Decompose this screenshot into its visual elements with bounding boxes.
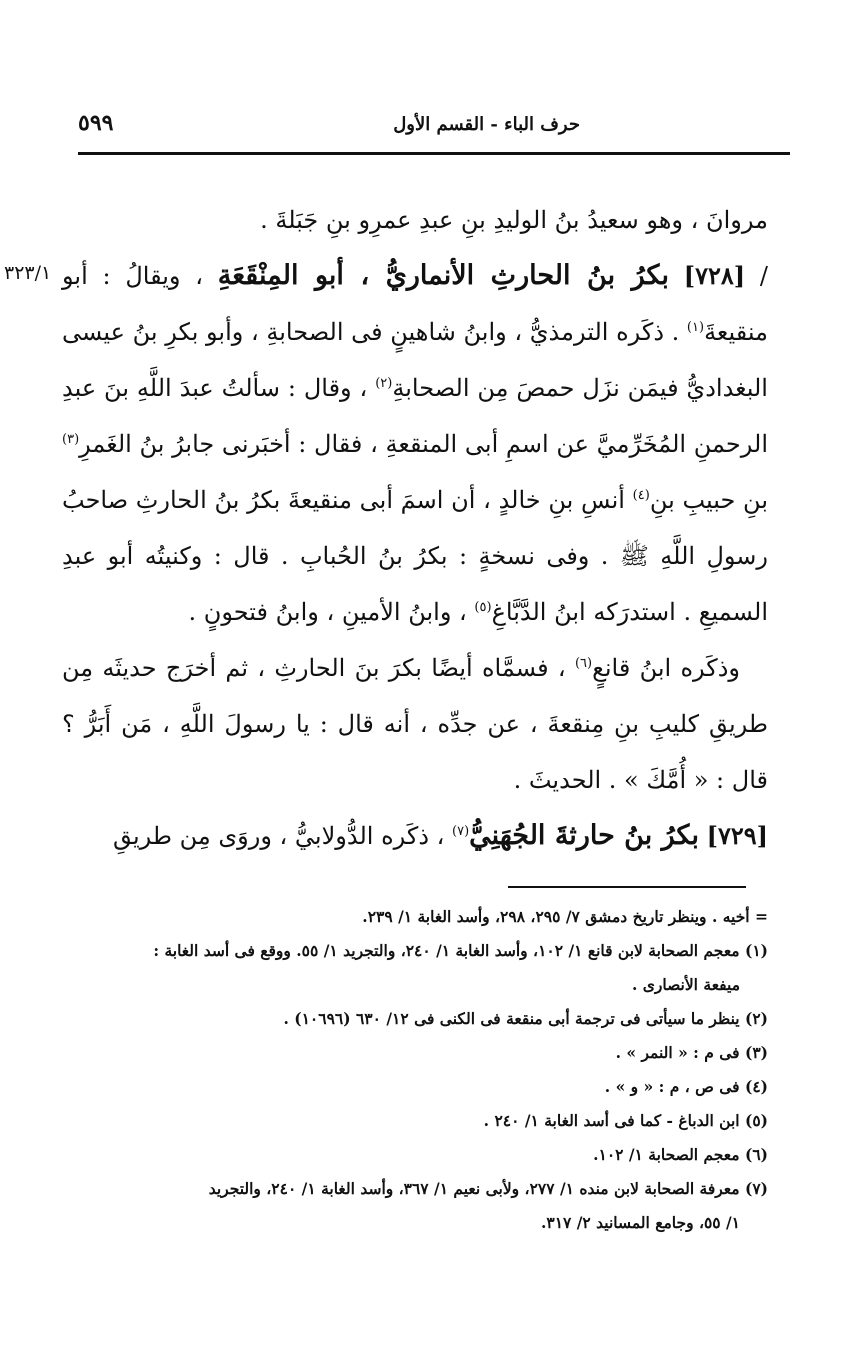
footnotes [62, 900, 768, 1240]
entry-name: بكرُ بنُ حارثةَ الجُهَنِيُّ [469, 820, 699, 851]
entry-text: بنِ حبيبِ بنِ [649, 486, 769, 514]
entry-text: أنسِ بنِ خالدٍ ، أن اسمَ أبى منقيعةَ بكرُ بنُ الحارثِ صاحبُ رسولِ اللَّهِ ﷺ . وفى نسخةٍ : بكرُ بنُ الحُبابِ . قال : وكنيتُه أبو عبدِ السميعِ . استدرَكه ابنُ الدَّبَّاغِ [62, 486, 768, 626]
footnote-item: (٧) معرفة الصحابة لابن منده ١/ ٢٧٧، ولأبى نعيم ١/ ٣٦٧، وأسد الغابة ١/ ٢٤٠، والتجريد [208, 1179, 768, 1198]
margin-reference: ٣٢٣/١ [4, 262, 52, 284]
entry-729 [62, 808, 768, 864]
page-number: ٥٩٩ [78, 110, 114, 136]
footnote-continuation: ١/ ٥٥، وجامع المسانيد ٢/ ٣١٧. [540, 1213, 740, 1232]
footnote-item: (٣) فى م : « النمر » . [615, 1043, 768, 1062]
entry-number: [٧٢٩] [706, 821, 768, 850]
footnote-ref-3: (٣) [62, 432, 80, 447]
footnote-ref-6: (٦) [574, 656, 593, 671]
footnote-ref-4: (٤) [632, 488, 650, 503]
footnote-ref-5: (٥) [474, 600, 492, 615]
footnote-item: = أخيه . وينظر تاريخ دمشق ٧/ ٢٩٥، ٢٩٨، وأسد الغابة ١/ ٢٣٩. [362, 907, 768, 926]
main-text [62, 192, 768, 864]
entry-text: . ذكَره الترمذيُّ ، وابنُ شاهينٍ فى الصحابةِ ، وأبو بكرِ بنُ عيسى البغداديُّ فيمَن نزَل حمصَ مِن الصحابةِ [62, 318, 768, 402]
footnote-item: (٥) ابن الدباغ - كما فى أسد الغابة ١/ ٢٤٠ . [483, 1111, 768, 1130]
footnote-item: (٤) فى ص ، م : « و » . [604, 1077, 768, 1096]
entry-text: ، وابنُ الأمينِ ، وابنُ فتحونٍ . [188, 598, 467, 626]
footnote-item: (٦) معجم الصحابة ١/ ١٠٢. [593, 1145, 768, 1164]
footnote-item: (١) معجم الصحابة لابن قانع ١/ ١٠٢، وأسد الغابة ١/ ٢٤٠، والتجريد ١/ ٥٥. ووقع فى أسد الغابة : [153, 941, 768, 960]
header-rule [78, 152, 790, 155]
entry-name: بكرُ بنُ الحارثِ الأنماريُّ ، أبو المِنْقَعَةِ [217, 260, 669, 291]
page-break-marker: / [759, 262, 768, 290]
paragraph-text: ، فسمَّاه أيضًا بكرَ بنَ الحارثِ ، ثم أخرَج حديثَه مِن طريقِ كليبِ بنِ مِنقعةَ ، عن جدِّه ، أنه قال : يا رسولَ اللَّهِ ، مَن أَبَرُّ ؟ قال : « أُمَّكَ » . الحديثَ . [62, 654, 768, 794]
footnote-separator [508, 886, 746, 888]
entry-text: ، ذكَره الدُّولابيُّ ، وروَى مِن طريقِ [112, 822, 445, 850]
footnote-ref-2: (٢) [375, 376, 393, 391]
footnote-item: (٢) ينظر ما سيأتى فى ترجمة أبى منقعة فى الكنى فى ١٢/ ٦٣٠ (١٠٦٩٦) . [283, 1009, 768, 1028]
entry-text: ، وقال : سألتُ عبدَ اللَّهِ بنَ عبدِ الرحمنِ المُخَرِّميَّ عن اسمِ أبى المنقعةِ ، فقال : أخبَرنى جابرُ بنُ الغَمرِ [62, 374, 768, 458]
footnote-ref-1: (١) [686, 320, 705, 335]
entry-number: [٧٢٨] [683, 261, 746, 290]
paragraph-continuation: مروانَ ، وهو سعيدُ بنُ الوليدِ بنِ عبدِ عمرِو بنِ جَبَلةَ . [260, 206, 768, 234]
entry-728 [62, 248, 768, 640]
paragraph-text: وذكَره ابنُ قانعٍ [592, 654, 740, 682]
entry-text: ، ويقالُ : أبو منقيعةَ [62, 262, 768, 346]
page-header [78, 108, 790, 144]
footnote-ref-7: (٧) [452, 824, 470, 839]
footnote-continuation: ميفعة الأنصارى . [631, 975, 740, 994]
running-title: حرف الباء - القسم الأول [393, 114, 580, 135]
paragraph [62, 640, 768, 808]
